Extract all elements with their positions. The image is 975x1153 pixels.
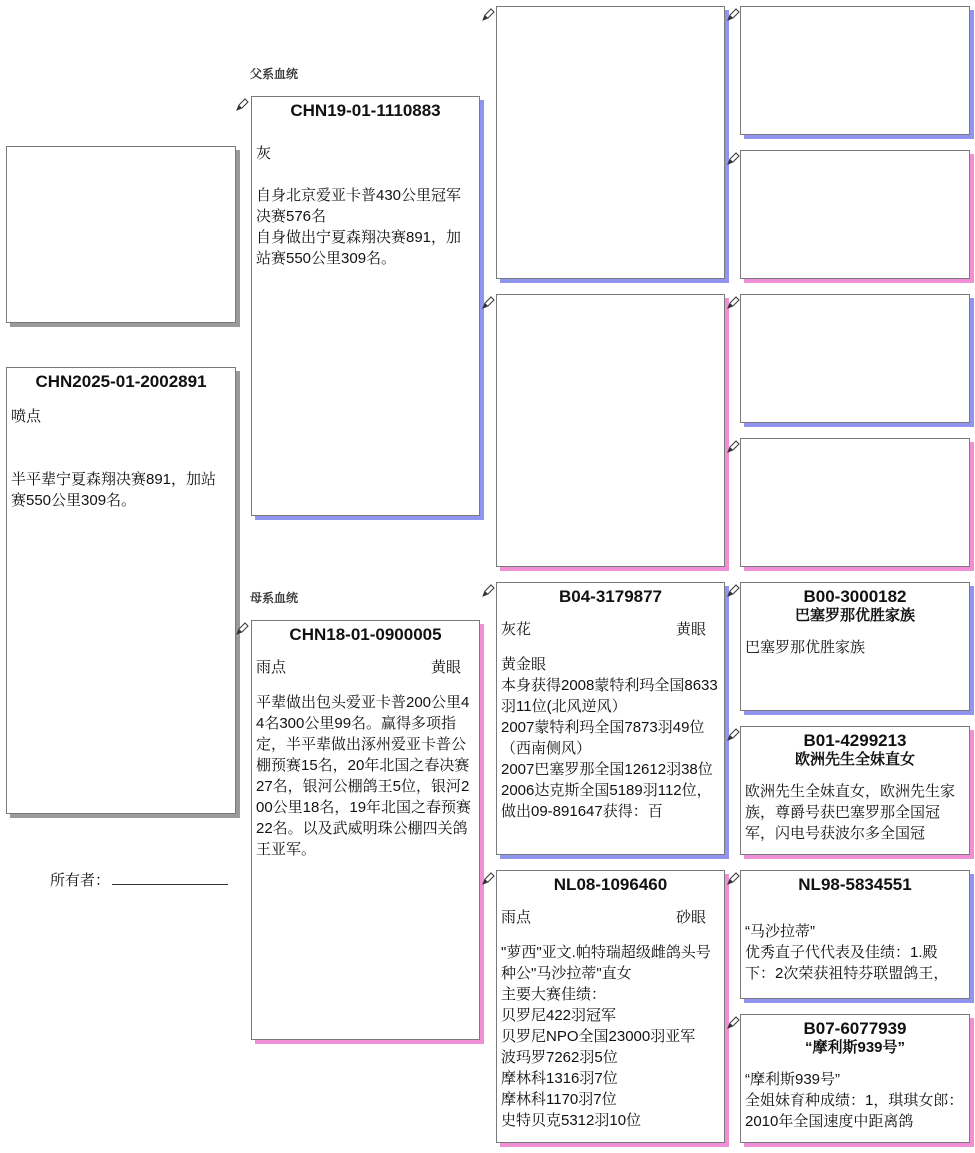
dsire-sire-notes: 巴塞罗那优胜家族 bbox=[745, 639, 866, 656]
edit-icon[interactable] bbox=[481, 296, 495, 310]
subject-notes: 半平辈宁夏森翔决赛891，加站赛550公里309名。 bbox=[11, 471, 217, 509]
subject-card[interactable] bbox=[6, 367, 236, 814]
dam-sire-notes: 黄金眼 本身获得2008蒙特利玛全国8633羽11位(北风逆风） 2007蒙特利玛全国7873羽49位（西南侧风） 2007巴塞罗那全国12612羽38位 2006达克斯全国5189羽112位，做出09-891647获得：百 bbox=[501, 656, 718, 820]
ddam-sire-card[interactable] bbox=[740, 870, 970, 999]
edit-icon[interactable] bbox=[726, 584, 740, 598]
ddam-dam-name: “摩利斯939号” bbox=[804, 1039, 906, 1056]
dam-dam-ring: NL08-1096460 bbox=[553, 875, 668, 894]
subject-color: 喷点 bbox=[11, 408, 42, 425]
subject-ring: CHN2025-01-2002891 bbox=[35, 372, 207, 391]
photo-box[interactable] bbox=[6, 146, 236, 323]
dam-sire-ring: B04-3179877 bbox=[558, 587, 663, 606]
dam-notes: 平辈做出包头爱亚卡普200公里44名300公里99名。赢得多项指定，半平辈做出涿州爱亚卡普公棚预赛15名，20年北国之春决赛27名，银河公棚鸽王5位，银河200公里18名，19年北国之春预赛22名。以及武威明珠公棚四关鸽王亚军。 bbox=[256, 694, 472, 858]
sire-line-label: 父系血统 bbox=[250, 67, 299, 81]
sire-dam-card[interactable] bbox=[496, 294, 725, 567]
dam-card[interactable] bbox=[251, 620, 480, 1040]
ggp-1-card[interactable] bbox=[740, 6, 970, 135]
edit-icon[interactable] bbox=[726, 296, 740, 310]
dam-sire-color-row bbox=[497, 619, 724, 640]
dsire-dam-name: 欧洲先生全妹直女 bbox=[794, 751, 915, 768]
dam-line-label: 母系血统 bbox=[250, 591, 299, 605]
dsire-sire-card[interactable] bbox=[740, 582, 970, 711]
dsire-dam-ring: B01-4299213 bbox=[803, 731, 907, 750]
owner-label: 所有者： bbox=[50, 872, 111, 889]
edit-icon[interactable] bbox=[235, 622, 249, 636]
dam-dam-card[interactable] bbox=[496, 870, 725, 1143]
edit-icon[interactable] bbox=[481, 872, 495, 886]
sire-ring: CHN19-01-1110883 bbox=[290, 101, 441, 120]
edit-icon[interactable] bbox=[481, 584, 495, 598]
ggp-4-card[interactable] bbox=[740, 438, 970, 567]
dsire-sire-name: 巴塞罗那优胜家族 bbox=[794, 607, 915, 624]
edit-icon[interactable] bbox=[726, 8, 740, 22]
dsire-dam-card[interactable] bbox=[740, 726, 970, 855]
owner-line bbox=[112, 870, 228, 885]
dam-ring: CHN18-01-0900005 bbox=[289, 625, 442, 644]
ddam-dam-card[interactable] bbox=[740, 1014, 970, 1143]
dam-dam-eye: 砂眼 bbox=[675, 909, 706, 926]
sire-color: 灰 bbox=[256, 145, 272, 162]
ddam-sire-ring: NL98-5834551 bbox=[798, 875, 912, 894]
sire-card[interactable] bbox=[251, 96, 480, 516]
dam-sire-eye: 黄眼 bbox=[675, 621, 706, 638]
dam-dam-notes: "萝西"亚文.帕特瑞超级雌鸽头号种公"马沙拉蒂"直女 主要大赛佳绩： 贝罗尼422羽冠军 贝罗尼NPO全国23000羽亚军 波玛罗7262羽5位 摩林科1316羽7位 摩林科1170羽7位 史特贝克5312羽10位 bbox=[501, 944, 711, 1129]
dam-dam-color-row bbox=[497, 907, 724, 928]
dam-color-row bbox=[252, 657, 479, 678]
edit-icon[interactable] bbox=[726, 440, 740, 454]
edit-icon[interactable] bbox=[726, 728, 740, 742]
dam-eye: 黄眼 bbox=[430, 659, 461, 676]
owner-field[interactable] bbox=[50, 869, 228, 890]
dam-sire-card[interactable] bbox=[496, 582, 725, 855]
dam-color: 雨点 bbox=[256, 659, 287, 676]
edit-icon[interactable] bbox=[235, 98, 249, 112]
dam-sire-color: 灰花 bbox=[501, 621, 532, 638]
dsire-sire-ring: B00-3000182 bbox=[803, 587, 907, 606]
ddam-dam-notes: “摩利斯939号” 全姐妹育种成绩：1，琪琪女郎：2010年全国速度中距离鸽 bbox=[745, 1071, 964, 1130]
edit-icon[interactable] bbox=[726, 872, 740, 886]
edit-icon[interactable] bbox=[481, 8, 495, 22]
edit-icon[interactable] bbox=[726, 152, 740, 166]
ddam-sire-notes: “马沙拉蒂” 优秀直子代代表及佳绩：1.殿下：2次荣获祖特芬联盟鸽王， bbox=[745, 923, 949, 982]
edit-icon[interactable] bbox=[726, 1016, 740, 1030]
ddam-dam-ring: B07-6077939 bbox=[803, 1019, 907, 1038]
dsire-dam-notes: 欧洲先生全妹直女，欧洲先生家族，尊爵号获巴塞罗那全国冠军，闪电号获波尔多全国冠 bbox=[745, 783, 956, 842]
ggp-3-card[interactable] bbox=[740, 294, 970, 423]
dam-dam-color: 雨点 bbox=[501, 909, 532, 926]
ggp-2-card[interactable] bbox=[740, 150, 970, 279]
sire-notes: 自身北京爱亚卡普430公里冠军决赛576名 自身做出宁夏森翔决赛891，加站赛550公里309名。 bbox=[256, 187, 462, 267]
sire-sire-card[interactable] bbox=[496, 6, 725, 279]
